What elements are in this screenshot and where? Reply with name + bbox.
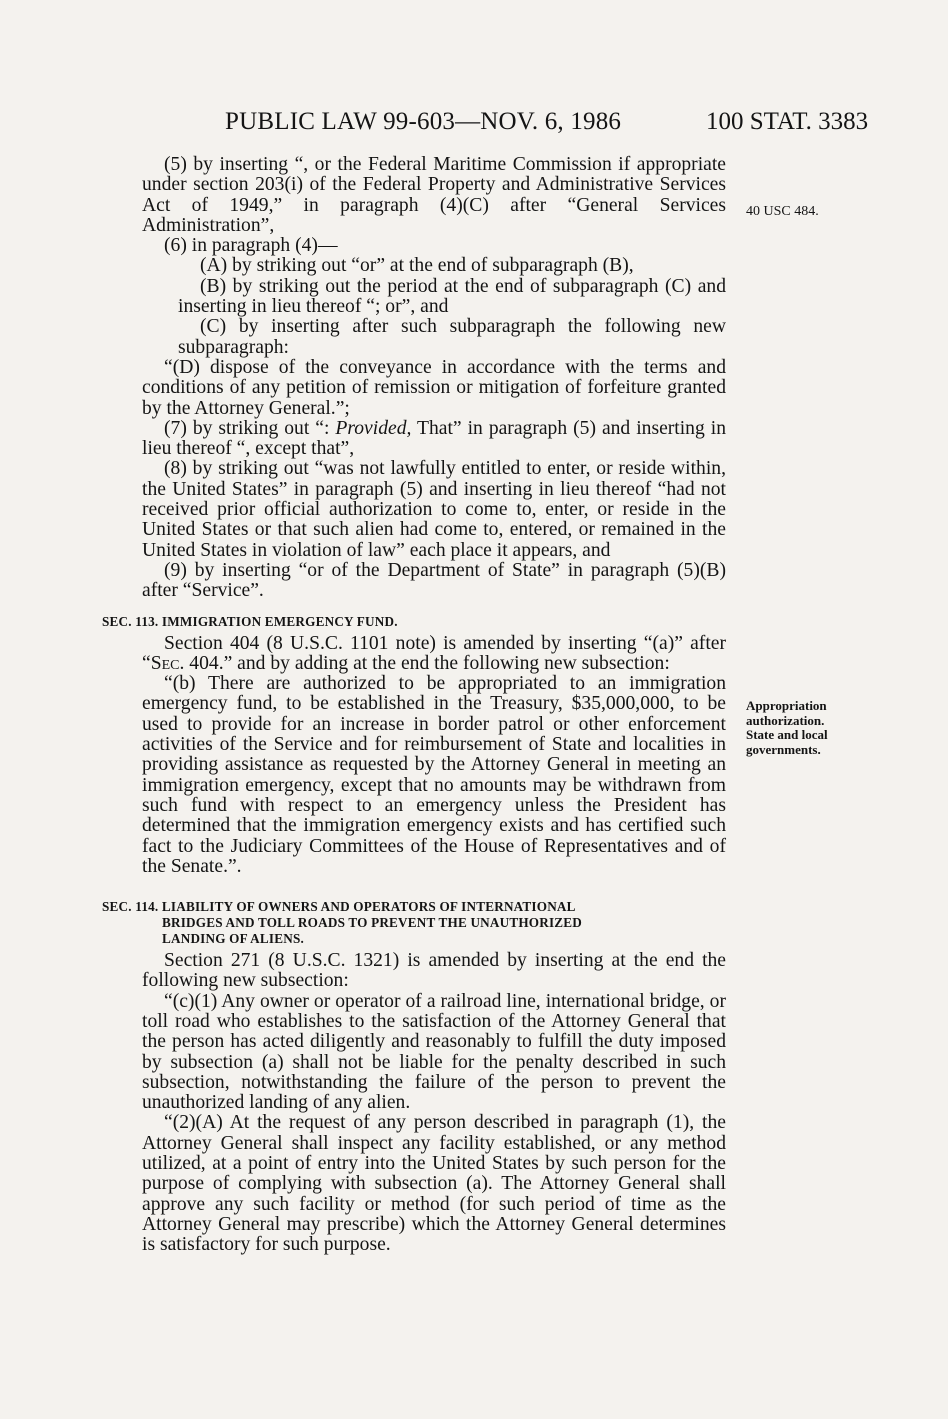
paragraph-6: (6) in paragraph (4)— [164,235,338,257]
section-113-text-1 [142,634,726,675]
stat-page-number: 100 STAT. 3383 [706,108,869,135]
section-113-text-1-smallcaps: Sec [150,652,180,674]
paragraph-5: (5) by inserting “, or the Federal Maritime Commission if appropriate under section 203(i) of the Federal Property and Administrative Services Act of 1949,” in paragraph (4)(C) after “General Services Administration”, [142,154,726,236]
paragraph-8: (8) by striking out “was not lawfully entitled to enter, or reside within, the United States” in paragraph (5) and inserting in lieu thereof “had not received prior official authorization to come to, enter, or reside in the United States or that such alien had come to, entered, or remained in the United States in violation of law” each place it appears, and [142,458,726,561]
subparagraph-6d: “(D) dispose of the conveyance in accordance with the terms and conditions of any petition of remission or mitigation of forfeiture granted by the Attorney General.”; [142,356,726,419]
margin-note-line: authorization. [746,712,825,728]
subparagraph-6c: (C) by inserting after such subparagraph the following new subparagraph: [178,316,726,358]
section-114-heading-line1: SEC. 114. LIABILITY OF OWNERS AND OPERATORS OF INTERNATIONAL [102,899,576,915]
margin-note-usc: 40 USC 484. [746,204,819,219]
paragraph-9: (9) by inserting “or of the Department of State” in paragraph (5)(B) after “Service”. [142,559,726,602]
section-114-heading-line3: LANDING OF ALIENS. [162,931,304,947]
section-113-text-1-pre: Section 404 (8 U.S.C. 1101 note) is amended by inserting “(a)” after “ [142,632,726,674]
section-114-text-1: Section 271 (8 U.S.C. 1321) is amended by inserting at the end the following new subsection: [142,950,726,992]
body-text [102,154,726,1256]
subparagraph-6b: (B) by striking out the period at the end of subparagraph (C) and inserting in lieu thereof “; or”, and [178,275,726,318]
section-113-text-2: “(b) There are authorized to be appropriated to an immigration emergency fund, to be established in the Treasury, $35,000,000, to be used to provide for an increase in border patrol or other enforcement activities of the Service and for reimbursement of State and localities in providing assistance as requested by the Attorney General in meeting an immigration emergency, except that no amounts may be withdrawn from such fund with respect to an emergency unless the President has determined that the immigration emergency exists and has certified such fact to the Judiciary Committees of the House of Representatives and of the Senate.”. [142,673,726,877]
section-113-heading: SEC. 113. IMMIGRATION EMERGENCY FUND. [102,613,398,629]
margin-note-line: State and local [746,727,828,742]
section-114-heading-line2: BRIDGES AND TOLL ROADS TO PREVENT THE UNAUTHORIZED [162,915,583,931]
paragraph-7-pre: (7) by striking out “: [164,417,336,439]
paragraph-7-emphasis: Provided, [335,417,412,439]
margin-note-appropriation [746,699,828,757]
section-114-text-2: “(c)(1) Any owner or operator of a railroad line, international bridge, or toll road who establishes to the satisfaction of the Attorney General that the person has acted diligently and reasonably to fulfill the duty imposed by subsection (a) shall not be liable for the penalty described in such subsection, notwithstanding the failure of the person to prevent the unauthorized landing of any alien. [142,990,726,1114]
section-113-text-1-post: . 404.” and by adding at the end the following new subsection: [179,652,670,674]
margin-note-line: Appropriation [746,698,827,713]
running-title: PUBLIC LAW 99-603—NOV. 6, 1986 [225,108,622,135]
paragraph-7 [142,419,726,460]
paragraph-7-post: That” in paragraph (5) and inserting in lieu thereof “, except that”, [142,417,726,460]
section-114-text-3: “(2)(A) At the request of any person described in paragraph (1), the Attorney General shall inspect any facility established, or any method utilized, at a point of entry into the United States by such person for the purpose of complying with subsection (a). The Attorney General shall approve any such facility or method (for such period of time as the Attorney General may prescribe) which the Attorney General determines is satisfactory for such purpose. [142,1112,726,1256]
margin-note-line: governments. [746,741,821,757]
subparagraph-6a: (A) by striking out “or” at the end of subparagraph (B), [200,255,634,277]
page-header [0,102,948,142]
section-114-heading [102,899,726,947]
